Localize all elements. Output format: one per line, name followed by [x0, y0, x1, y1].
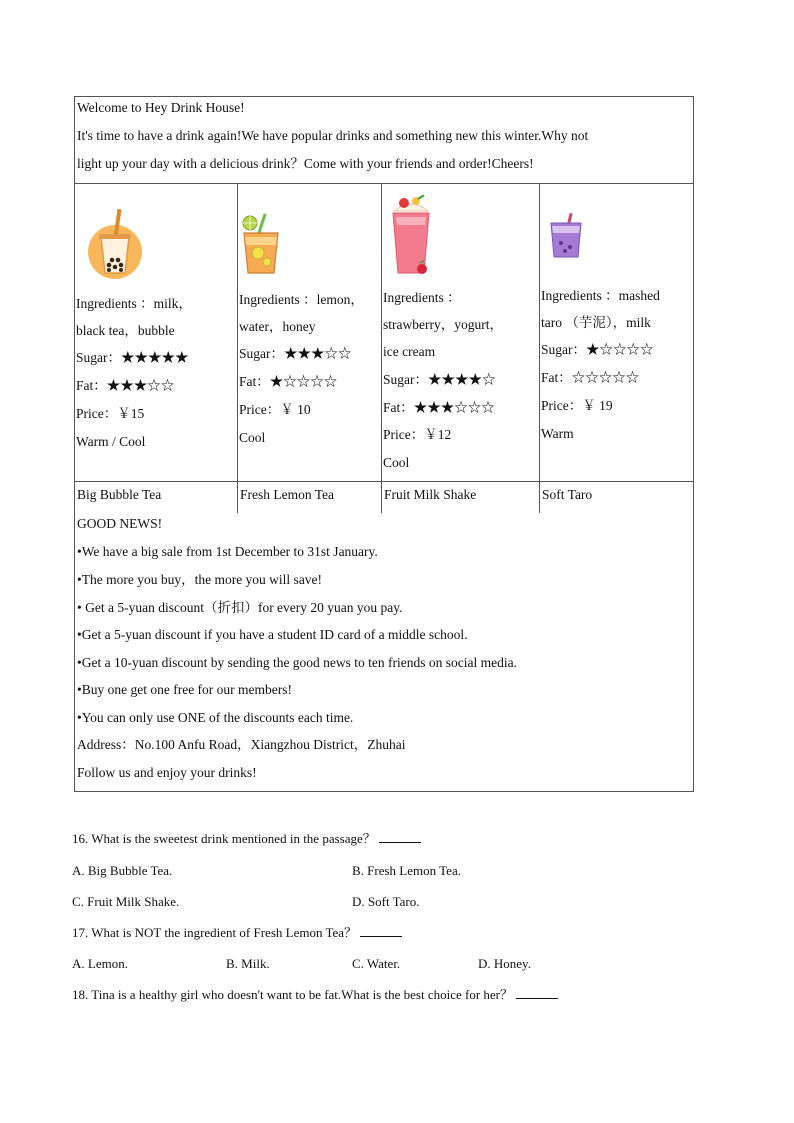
question-16-text: 16. What is the sweetest drink mentioned in the passage？: [72, 831, 376, 846]
question-18: [72, 986, 558, 1004]
drink-ingredients-2: strawberry，yogurt，: [383, 317, 503, 332]
drink-column-bubble-tea: [75, 183, 237, 513]
news-item: •Get a 5-yuan discount if you have a student ID card of a middle school.: [77, 627, 468, 642]
question-18-text: 18. Tina is a healthy girl who doesn't want to be fat.What is the best choice for her？: [72, 987, 513, 1002]
drink-ingredients-1: Ingredients ：: [383, 290, 461, 305]
lemon-tea-icon: [238, 213, 286, 275]
drink-price: Price：￥ 19: [541, 398, 613, 413]
drink-house-poster: [74, 96, 694, 792]
option-17-d[interactable]: D. Honey.: [478, 956, 531, 971]
drink-ingredients-2: water，honey: [239, 319, 316, 334]
drink-sugar: Sugar：★★★☆☆: [239, 346, 352, 361]
drink-temperature: Cool: [239, 430, 266, 445]
drink-name: Soft Taro: [542, 487, 593, 502]
drink-price: Price：￥ 10: [239, 402, 311, 417]
drink-price: Price：￥12: [383, 427, 452, 442]
intro-line-3: light up your day with a delicious drink？Come with your friends and order!Cheers!: [77, 156, 534, 171]
option-16-a[interactable]: A. Big Bubble Tea.: [72, 863, 173, 878]
question-16: [72, 830, 421, 848]
option-16-b[interactable]: B. Fresh Lemon Tea.: [352, 863, 461, 878]
news-item: •Buy one get one free for our members!: [77, 682, 293, 697]
drink-sugar: Sugar：★★★★☆: [383, 372, 496, 387]
drink-ingredients-1: Ingredients ：milk，: [76, 296, 192, 311]
intro-line-2: It's time to have a drink again!We have popular drinks and something new this winter.Why not: [77, 128, 589, 143]
drink-ingredients-3: ice cream: [383, 344, 436, 359]
news-follow: Follow us and enjoy your drinks!: [77, 765, 257, 780]
drink-temperature: Warm / Cool: [76, 434, 146, 449]
drink-temperature: Warm: [541, 426, 574, 441]
news-title: GOOD NEWS!: [77, 516, 163, 531]
question-17-text: 17. What is NOT the ingredient of Fresh Lemon Tea？: [72, 925, 358, 940]
question-17: [72, 924, 402, 942]
drink-column-soft-taro: [539, 183, 694, 513]
option-17-c[interactable]: C. Water.: [352, 956, 401, 971]
drink-name: Fresh Lemon Tea: [240, 487, 335, 502]
drink-price: Price：￥15: [76, 406, 145, 421]
drink-ingredients-1: Ingredients ：lemon，: [239, 292, 364, 307]
bubble-tea-icon: [85, 207, 145, 279]
drink-sugar: Sugar：★★★★★: [76, 350, 189, 365]
answer-blank[interactable]: [379, 830, 421, 843]
drink-ingredients-2: taro （芋泥），milk: [541, 315, 651, 330]
drink-temperature: Cool: [383, 455, 410, 470]
answer-blank[interactable]: [360, 924, 402, 937]
news-address: Address：No.100 Anfu Road，Xiangzhou District，Zhuhai: [77, 737, 406, 752]
news-item: •The more you buy，the more you will save!: [77, 572, 323, 587]
drink-sugar: Sugar：★☆☆☆☆: [541, 342, 654, 357]
drink-fat: Fat：☆☆☆☆☆: [541, 370, 640, 385]
news-item: •Get a 10-yuan discount by sending the good news to ten friends on social media.: [77, 655, 518, 670]
news-item: • Get a 5-yuan discount（折扣）for every 20 yuan you pay.: [77, 600, 403, 615]
option-17-b[interactable]: B. Milk.: [226, 956, 270, 971]
taro-drink-icon: [548, 213, 584, 259]
drink-ingredients-2: black tea，bubble: [76, 323, 175, 338]
option-16-d[interactable]: D. Soft Taro.: [352, 894, 420, 909]
drink-column-lemon-tea: [237, 183, 382, 513]
drink-menu: [75, 183, 693, 513]
drink-name: Big Bubble Tea: [77, 487, 162, 502]
intro-welcome: Welcome to Hey Drink House!: [77, 100, 245, 115]
drink-fat: Fat：★★★☆☆: [76, 378, 175, 393]
drink-column-milk-shake: [381, 183, 540, 513]
option-16-c[interactable]: C. Fruit Milk Shake.: [72, 894, 180, 909]
drink-fat: Fat：★☆☆☆☆: [239, 374, 338, 389]
drink-fat: Fat：★★★☆☆☆: [383, 400, 495, 415]
option-17-a[interactable]: A. Lemon.: [72, 956, 128, 971]
intro-section: [75, 97, 693, 184]
news-item: •You can only use ONE of the discounts each time.: [77, 710, 354, 725]
drink-name: Fruit Milk Shake: [384, 487, 477, 502]
milk-shake-icon: [388, 195, 434, 277]
drink-ingredients-1: Ingredients ：mashed: [541, 288, 660, 303]
news-item: •We have a big sale from 1st December to 31st January.: [77, 544, 378, 559]
answer-blank[interactable]: [516, 986, 558, 999]
